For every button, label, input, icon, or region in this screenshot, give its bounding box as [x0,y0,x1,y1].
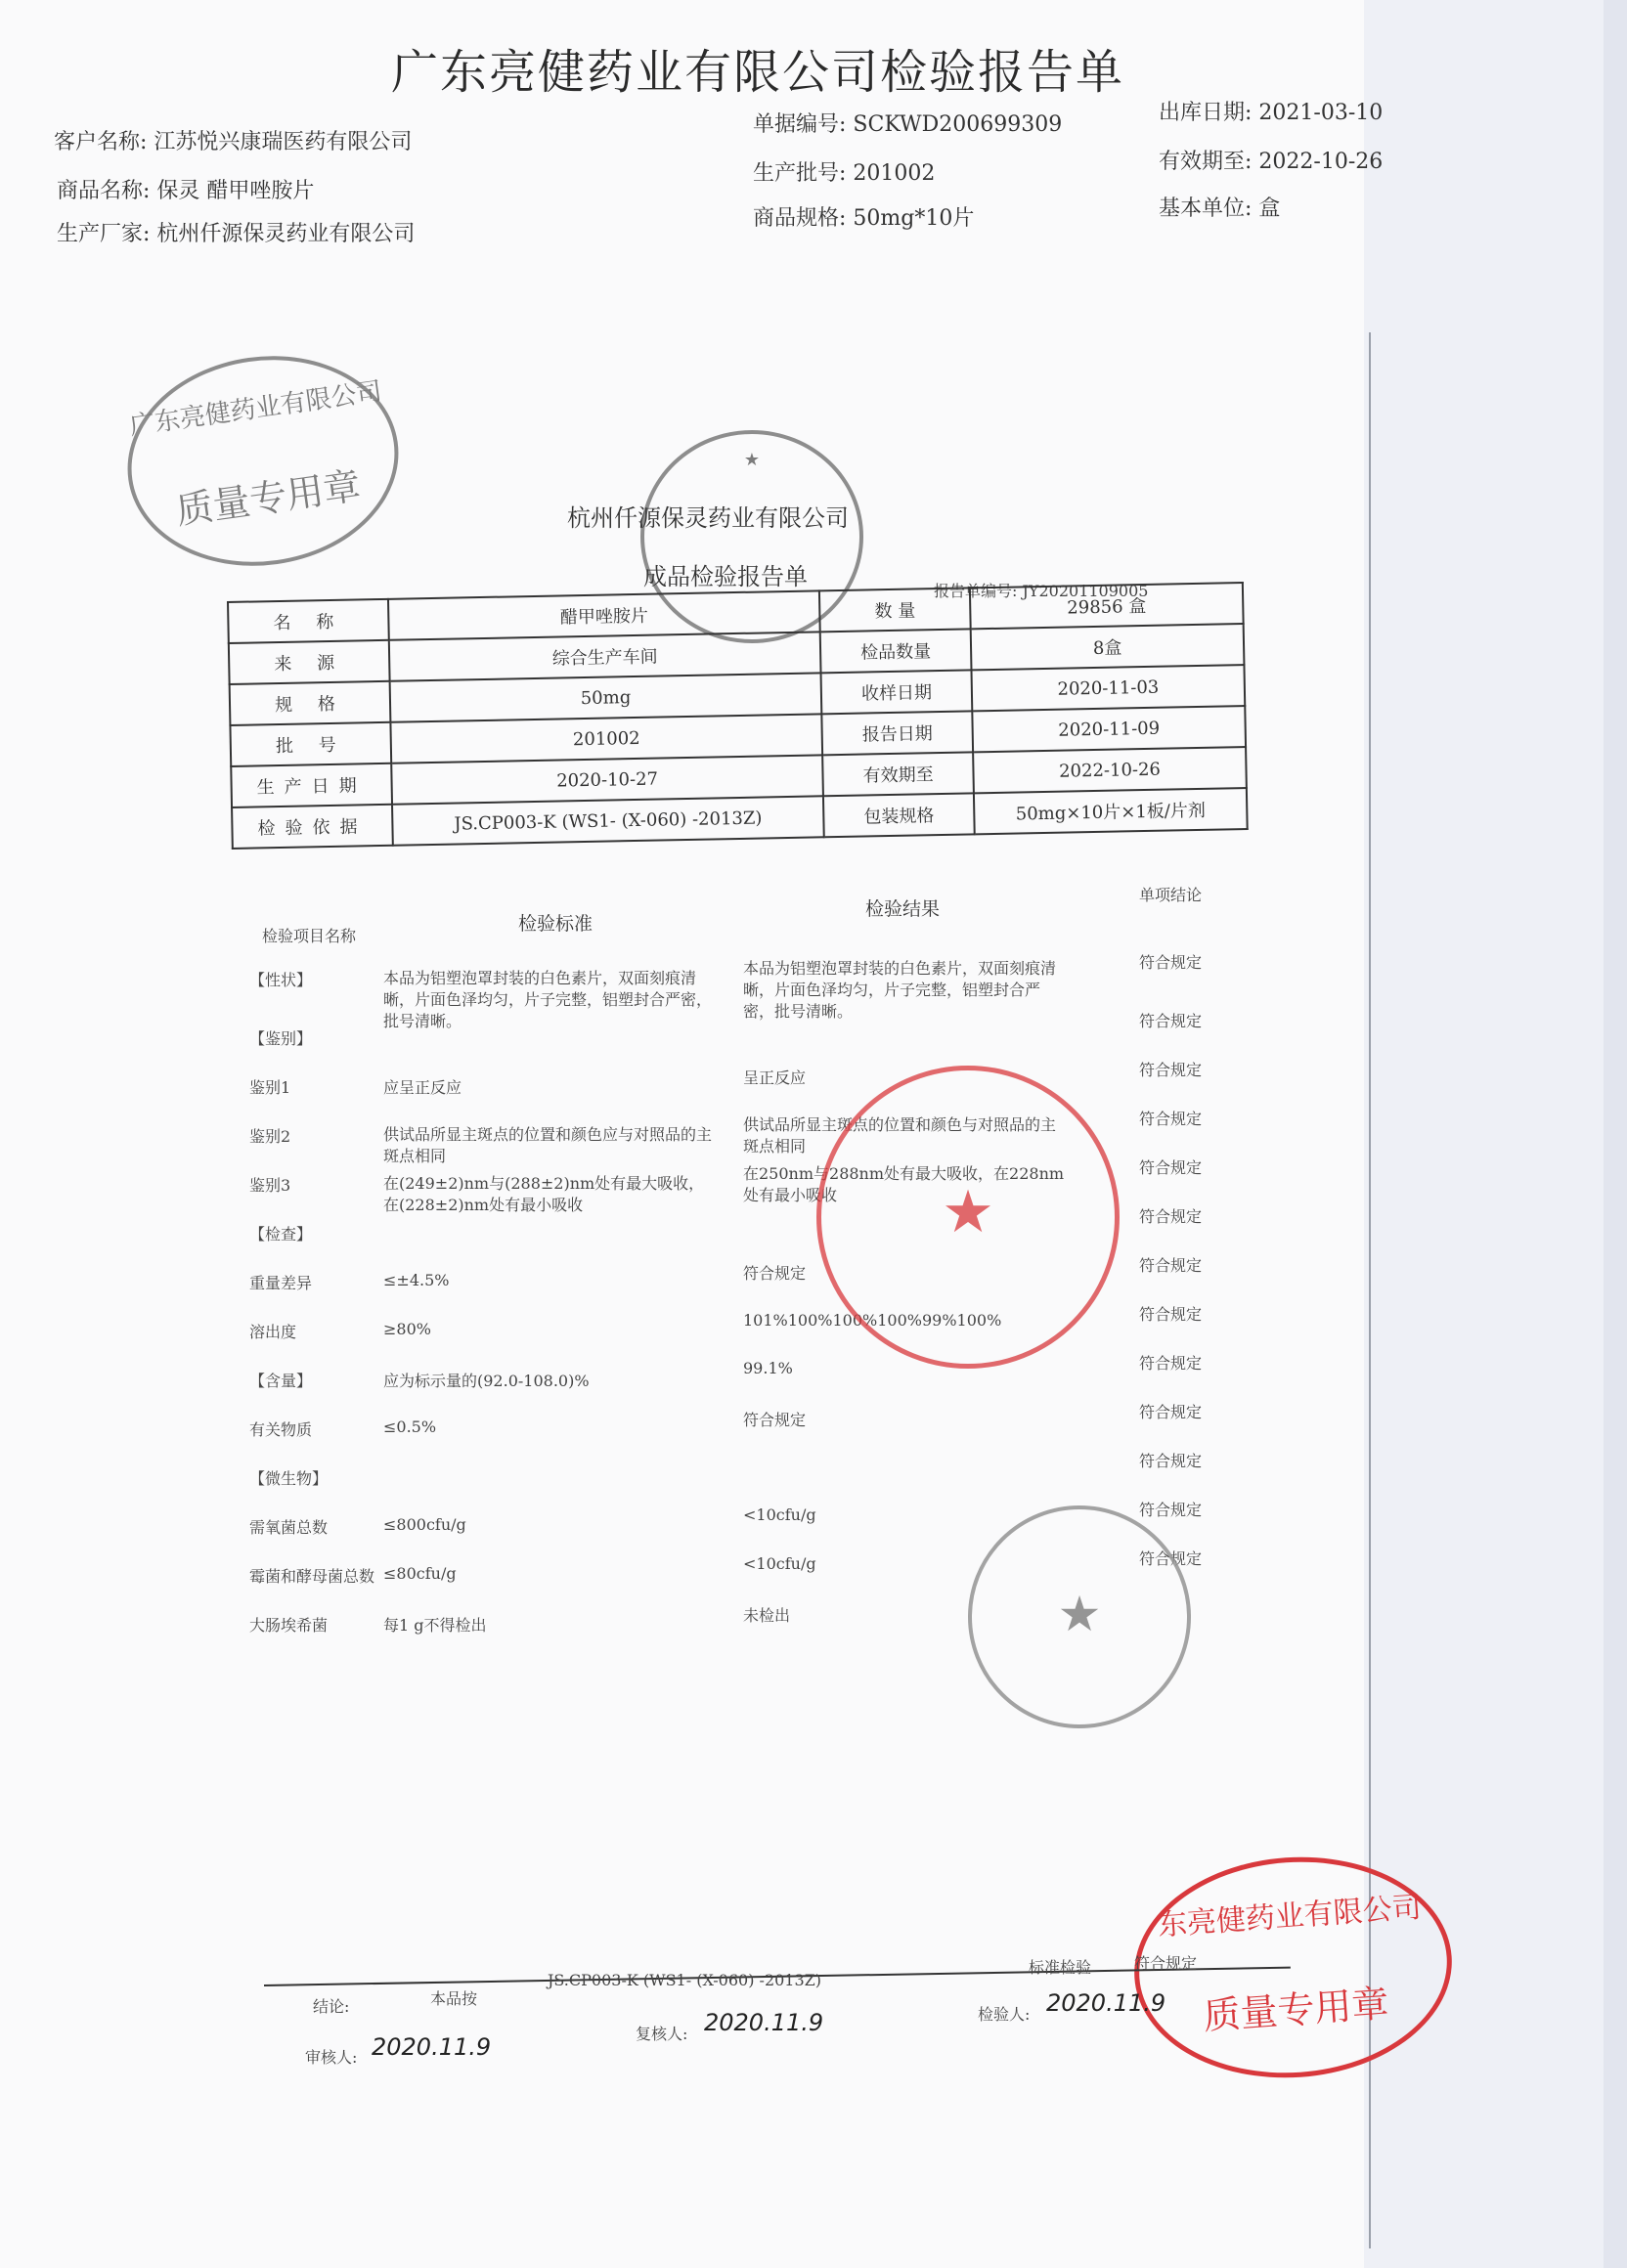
row-item: 需氧菌总数 [249,1518,329,1537]
company-stamp-middle: ★ [640,430,863,643]
row-conclusion: 符合规定 [1139,1501,1203,1519]
customer-label: 客户名称: [54,130,148,154]
row-item: 【性状】 [249,971,313,989]
row-standard: ≥80% [383,1320,431,1338]
row-conclusion: 符合规定 [1139,1256,1203,1275]
report-info-value: 醋甲唑胺片 [388,590,820,639]
row-standard: ≤±4.5% [383,1271,450,1289]
report-info-label: 收样日期 [821,670,973,714]
report-info-label: 生产日期 [231,763,392,807]
row-item: 鉴别1 [249,1078,291,1097]
expiry-row [1159,145,1383,175]
row-result: <10cfu/g [743,1554,816,1573]
doc-no-label: 单据编号: [753,112,847,137]
row-conclusion: 符合规定 [1139,1110,1203,1128]
report-info-label: 数 量 [819,588,971,632]
stamp-company-text: 广东亮健药业有限公司 [127,376,384,442]
row-conclusion: 符合规定 [1139,1061,1203,1079]
approver-date: 2020.11.9 [372,2033,492,2061]
unit-value: 盒 [1258,196,1281,221]
product-row [57,174,314,204]
batch-value: 201002 [853,161,936,186]
col-result-header: 检验结果 [865,898,941,920]
quality-stamp-top-left [114,339,413,584]
row-item: 重量差异 [249,1274,313,1292]
spec-row [753,201,974,232]
report-info-value: 50mg×10片×1板/片剂 [974,788,1248,834]
maker-label: 生产厂家: [57,222,151,246]
report-title: 成品检验报告单 [643,563,808,590]
row-standard: 在(249±2)nm与(288±2)nm处有最大吸收，在(228±2)nm处有最小吸收 [383,1174,705,1214]
expiry-label: 有效期至: [1159,150,1253,174]
stamp-seal-text: 质量专用章 [173,463,364,533]
conclusion-mid: 标准检验 [1029,1958,1092,1977]
report-info-value: 201002 [390,714,822,763]
reviewer-date: 2020.11.9 [704,2009,824,2036]
inspector-label: 检验人: [978,2005,1031,2024]
report-no-label: 报告单编号: [934,582,1018,600]
row-conclusion: 符合规定 [1139,1158,1203,1177]
report-info-label: 检验依据 [232,805,393,849]
report-info-value: 29856 盒 [970,583,1244,629]
maker-value: 杭州仟源保灵药业有限公司 [156,222,416,246]
paper-edge-shadow [1604,0,1627,2268]
row-item: 霉菌和酵母菌总数 [249,1567,375,1586]
row-standard: ≤0.5% [383,1418,437,1436]
doc-no-row [753,108,1062,138]
row-item: 【检查】 [249,1225,313,1243]
batch-label: 生产批号: [753,161,847,186]
conclusion-label: 结论: [313,1997,350,2016]
customer-row [54,125,412,155]
row-item: 【微生物】 [249,1469,329,1488]
expiry-value: 2022-10-26 [1258,150,1384,174]
stamp-seal-text-red: 质量专用章 [1202,1982,1390,2038]
row-conclusion: 符合规定 [1139,1403,1203,1421]
report-info-label: 包装规格 [823,793,975,837]
report-info-label: 来 源 [229,640,390,684]
row-result: 未检出 [743,1606,791,1625]
col-item-header: 检验项目名称 [262,927,357,945]
report-info-label: 名 称 [228,599,389,643]
conclusion-result: 符合规定 [1134,1954,1198,1973]
row-item: 鉴别2 [249,1127,291,1146]
report-info-label: 有效期至 [822,752,974,796]
report-info-value: 2020-11-03 [972,665,1246,711]
row-standard: ≤80cfu/g [383,1564,457,1583]
report-info-value: 50mg [390,673,822,721]
unit-label: 基本单位: [1159,196,1253,221]
red-round-stamp: ★ [816,1066,1120,1369]
row-item: 【含量】 [249,1372,313,1390]
col-std-header: 检验标准 [518,913,594,935]
row-result: 符合规定 [743,1411,807,1429]
row-result: 呈正反应 [743,1069,807,1087]
out-date-label: 出库日期: [1159,101,1253,125]
maker-row [57,217,415,247]
customer-value: 江苏悦兴康瑞医药有限公司 [154,130,413,154]
row-item: 【鉴别】 [249,1029,313,1048]
row-result: 在250nm与288nm处有最大吸收，在228nm处有最小吸收 [743,1164,1065,1204]
row-item: 鉴别3 [249,1176,291,1195]
reviewer-label: 复核人: [636,2025,688,2043]
report-info-label: 规 格 [230,681,391,725]
product-value: 保灵 醋甲唑胺片 [156,179,315,203]
row-standard: ≤800cfu/g [383,1515,466,1534]
report-info-value: 2020-10-27 [391,755,823,804]
row-standard: 应呈正反应 [383,1078,462,1097]
conclusion-pre: 本品按 [430,1989,478,2008]
report-info-value: 2020-11-09 [972,706,1246,752]
out-date-row [1159,96,1383,126]
out-date-value: 2021-03-10 [1258,101,1384,125]
row-standard: 每1 g不得检出 [383,1616,487,1635]
spec-label: 商品规格: [753,206,847,231]
row-result: 99.1% [743,1359,793,1377]
row-item: 大肠埃希菌 [249,1616,329,1635]
doc-no-value: SCKWD200699309 [853,112,1063,137]
row-result: <10cfu/g [743,1505,816,1524]
report-no-value: JY20201109005 [1022,582,1149,600]
report-info-table [227,582,1249,850]
product-label: 商品名称: [57,179,151,203]
report-info-value: JS.CP003-K (WS1- (X-060) -2013Z) [392,796,824,845]
row-conclusion: 符合规定 [1139,1207,1203,1226]
grey-round-stamp: ★ [968,1505,1191,1728]
row-item: 溶出度 [249,1323,297,1341]
row-result: 供试品所显主斑点的位置和颜色与对照品的主斑点相同 [743,1115,1057,1156]
report-info-label: 检品数量 [820,629,972,673]
report-info-label: 批 号 [230,722,391,766]
row-conclusion: 符合规定 [1139,1354,1203,1373]
row-conclusion: 符合规定 [1139,1305,1203,1324]
row-result: 101%100%100%100%99%100% [743,1311,1002,1330]
col-concl-header: 单项结论 [1139,886,1203,904]
row-standard: 应为标示量的(92.0-108.0)% [383,1372,590,1390]
row-conclusion: 符合规定 [1139,1012,1203,1030]
batch-row [753,156,935,187]
row-standard: 本品为铝塑泡罩封装的白色素片，双面刻痕清晰，片面色泽均匀，片子完整，铝塑封合严密，批号清晰。 [383,969,713,1030]
approver-label: 审核人: [305,2048,358,2067]
stamp-company-text-red: 东亮健药业有限公司 [1156,1890,1423,1943]
report-info-value: 2022-10-26 [973,747,1247,793]
report-info-label: 报告日期 [821,711,973,755]
row-conclusion: 符合规定 [1139,1452,1203,1470]
page-title: 广东亮健药业有限公司检验报告单 [391,45,1125,100]
row-result: 本品为铝塑泡罩封装的白色素片，双面刻痕清晰，片面色泽均匀，片子完整，铝塑封合严密，批号清晰。 [743,959,1057,1021]
report-info-value: 综合生产车间 [389,632,821,680]
row-conclusion: 符合规定 [1139,953,1203,972]
spec-value: 50mg*10片 [853,206,975,231]
row-result: 符合规定 [743,1264,807,1283]
report-company: 杭州仟源保灵药业有限公司 [567,504,849,532]
row-standard: 供试品所显主斑点的位置和颜色应与对照品的主斑点相同 [383,1125,713,1165]
row-item: 有关物质 [249,1420,313,1439]
unit-row [1159,192,1280,222]
inspector-date: 2020.11.9 [1046,1989,1166,2017]
row-conclusion: 符合规定 [1139,1549,1203,1568]
report-info-value: 8盒 [971,624,1245,670]
conclusion-standard: JS.CP003-K (WS1- (X-060) -2013Z) [548,1971,822,1989]
